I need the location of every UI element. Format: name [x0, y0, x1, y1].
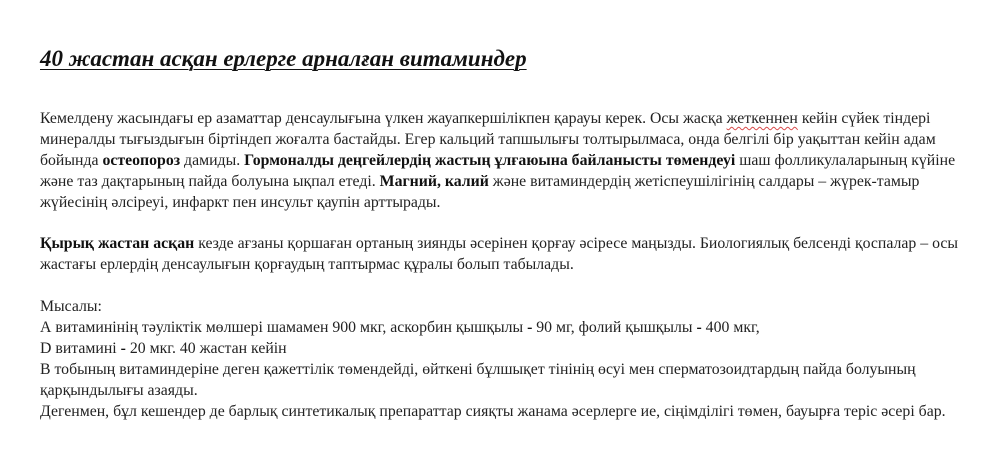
intro-text-3: дамиды.: [180, 152, 245, 169]
intro-text-4: шаш фолликулаларының күйіне және таз дақтарының пайда болуына ықпал етеді.: [40, 152, 956, 190]
bold-dash: -: [696, 319, 702, 336]
example-line-4: Дегенмен, бұл кешендер де барлық синтетикалық препараттар сияқты жанама әсерлерге ие, сіңімділігі төмен, бауырға теріс әсері бар.: [40, 403, 946, 420]
bold-dash: -: [527, 319, 533, 336]
bold-hormonal-decline: Гормоналды деңгейлердің жастың ұлғаюына байланысты төмендеуі: [244, 152, 736, 169]
examples-block: [40, 296, 970, 422]
example-line-2: [40, 338, 970, 359]
intro-text-2: кейін сүйек тіндері минералды тығыздығын біртіндеп жоғалта бастайды. Егер кальций тапшылығы толтырылмаса, онда белгілі бір уақыттан кейін адам бойында: [40, 110, 936, 169]
bold-magnesium-potassium: Магний, калий: [379, 173, 489, 190]
examples-heading: Мысалы:: [40, 298, 102, 315]
example-line-1-text-c: 400 мкг,: [701, 319, 760, 336]
example-line-2-text-b: 20 мкг. 40 жастан кейін: [125, 340, 287, 357]
example-line-1: [40, 317, 970, 338]
protection-text: кезде ағзаны қоршаған ортаның зиянды әсерінен қорғау әсіресе маңызды. Биологиялық белсенді қоспалар – осы жастағы ерлердің денсаулығын қорғаудың таптырмас құралы болып табылады.: [40, 235, 959, 273]
intro-text-1: Кемелдену жасындағы ер азаматтар денсаулығына үлкен жауапкершілікпен қарауы керек. Осы жасқа: [40, 110, 727, 127]
misspelled-word[interactable]: жеткеннен: [726, 110, 798, 127]
example-line-2-text-a: D витамині: [40, 340, 121, 357]
intro-paragraph: [40, 108, 970, 213]
example-line-1-text-a: А витаминінің тәуліктік мөлшері шамамен 900 мкг, аскорбин қышқылы: [40, 319, 528, 336]
example-line-3: В тобының витаминдеріне деген қажеттілік төмендейді, өйткені бұлшықет тінінің өсуі мен сперматозоидтардың пайда болуының қарқындылығы азаяды.: [40, 361, 916, 399]
intro-text-5: және витаминдердің жетіспеушілігінің салдары – жүрек-тамыр жүйесінің әлсіреуі, инфаркт пен инсульт қаупін арттырады.: [40, 173, 920, 211]
protection-paragraph: [40, 233, 970, 275]
example-line-1-text-b: 90 мг, фолий қышқылы: [532, 319, 697, 336]
bold-over-forty: Қырық жастан асқан: [40, 235, 195, 252]
bold-osteoporosis: остеопороз: [102, 152, 181, 169]
bold-dash: -: [120, 340, 126, 357]
document-title: 40 жастан асқан ерлерге арналған витаминдер: [40, 46, 527, 71]
